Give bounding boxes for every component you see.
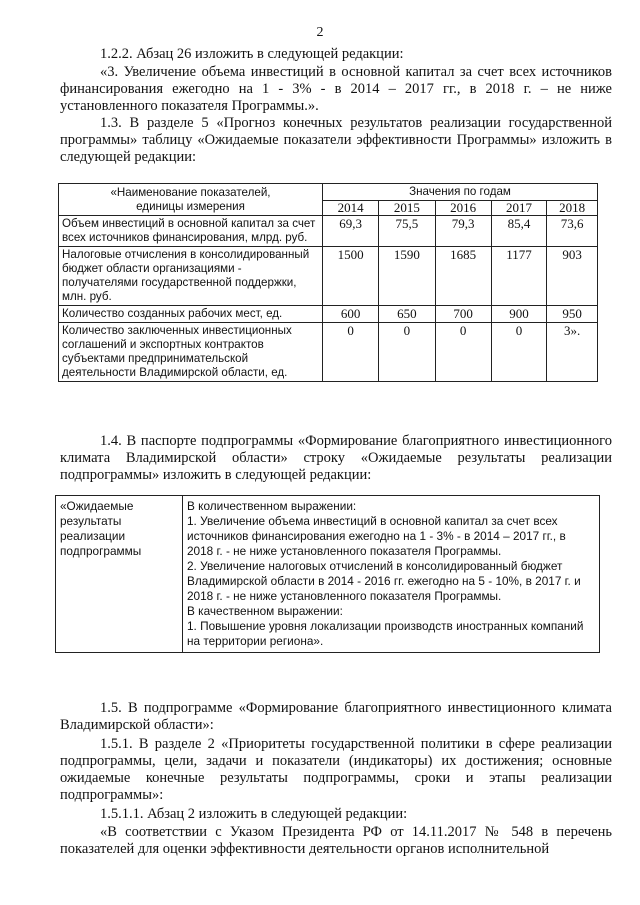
table-row [59,216,598,247]
value-cell: 0 [491,323,546,382]
value-cell: 1590 [379,247,435,306]
paragraph-1-2-2: 1.2.2. Абзац 26 изложить в следующей редакции: [100,46,404,62]
header-values-by-year: Значения по годам [323,184,598,201]
quantitative-heading: В количественном выражении: [187,499,357,513]
row-name: Количество созданных рабочих мест, ед. [59,306,323,323]
year-cell: 2018 [547,201,598,216]
year-cell: 2017 [491,201,546,216]
result-item: 1. Увеличение объема инвестиций в основной капитал за счет всех источников финансирования ежегодно на 1 - 3% - в 2014 – 2017 гг., в 2018 г. - не ниже установленного показателя Программы. [187,514,566,558]
value-cell: 903 [547,247,598,306]
header-indicator-name: «Наименование показателей, единицы измерения [59,184,323,216]
year-cell: 2016 [435,201,491,216]
paragraph-1-4: 1.4. В паспорте подпрограммы «Формирование благоприятного инвестиционного климата Владимирской области» строку «Ожидаемые результаты реализации подпрограммы» изложить в следующей редакции: [60,433,612,483]
value-cell: 900 [491,306,546,323]
value-cell: 650 [379,306,435,323]
indicators-table [58,183,598,382]
value-cell: 0 [435,323,491,382]
row-name: Количество заключенных инвестиционных соглашений и экспортных контрактов субъектами предпринимательской деятельности Владимирской области, ед. [59,323,323,382]
value-cell: 79,3 [435,216,491,247]
value-cell: 75,5 [379,216,435,247]
paragraph-1-3: 1.3. В разделе 5 «Прогноз конечных результатов реализации государственной программы» таблицу «Ожидаемые показатели эффективности Программы» изложить в следующей редакции: [60,115,612,165]
table-row [59,247,598,306]
expected-results-label: «Ожидаемые результаты реализации подпрограммы [56,496,183,653]
qualitative-heading: В качественном выражении: [187,604,343,618]
value-cell: 950 [547,306,598,323]
paragraph-1-5-1-1: 1.5.1.1. Абзац 2 изложить в следующей редакции: [100,806,408,822]
result-item: 1. Повышение уровня локализации производств иностранных компаний на территории региона». [187,619,584,648]
row-name: Налоговые отчисления в консолидированный бюджет области организациями - получателями государственной поддержки, млн. руб. [59,247,323,306]
paragraph-1-5-1: 1.5.1. В разделе 2 «Приоритеты государственной политики в сфере реализации подпрограммы, цели, задачи и показатели (индикаторы) их достижения; основные ожидаемые конечные результаты подпрограммы, сроки и этапы реализации подпрограммы»: [60,736,612,803]
value-cell: 3». [547,323,598,382]
value-cell: 1685 [435,247,491,306]
value-cell: 85,4 [491,216,546,247]
value-cell: 700 [435,306,491,323]
paragraph-quote-3: «3. Увеличение объема инвестиций в основной капитал за счет всех источников финансирования ежегодно на 1 - 3% - в 2014 – 2017 гг., в 2018 г. – не ниже установленного показателя Программы.». [60,64,612,114]
value-cell: 0 [379,323,435,382]
expected-results-table [55,495,600,653]
expected-results-content [183,496,600,653]
table-row [59,323,598,382]
row-name: Объем инвестиций в основной капитал за счет всех источников финансирования, млрд. руб. [59,216,323,247]
value-cell: 73,6 [547,216,598,247]
value-cell: 1177 [491,247,546,306]
year-cell: 2014 [323,201,379,216]
value-cell: 0 [323,323,379,382]
value-cell: 69,3 [323,216,379,247]
value-cell: 1500 [323,247,379,306]
value-cell: 600 [323,306,379,323]
table-row [59,306,598,323]
paragraph-decree-quote: «В соответствии с Указом Президента РФ от 14.11.2017 № 548 в перечень показателей для оценки эффективности деятельности органов исполнительной [60,824,612,857]
year-cell: 2015 [379,201,435,216]
result-item: 2. Увеличение налоговых отчислений в консолидированный бюджет Владимирской области в 2014 - 2016 гг. ежегодно на 5 - 10%, в 2017 г. и 2018 г. - не ниже установленного показателя Программы. [187,559,581,603]
page-number: 2 [316,25,324,40]
paragraph-1-5: 1.5. В подпрограмме «Формирование благоприятного инвестиционного климата Владимирской области»: [60,700,612,733]
